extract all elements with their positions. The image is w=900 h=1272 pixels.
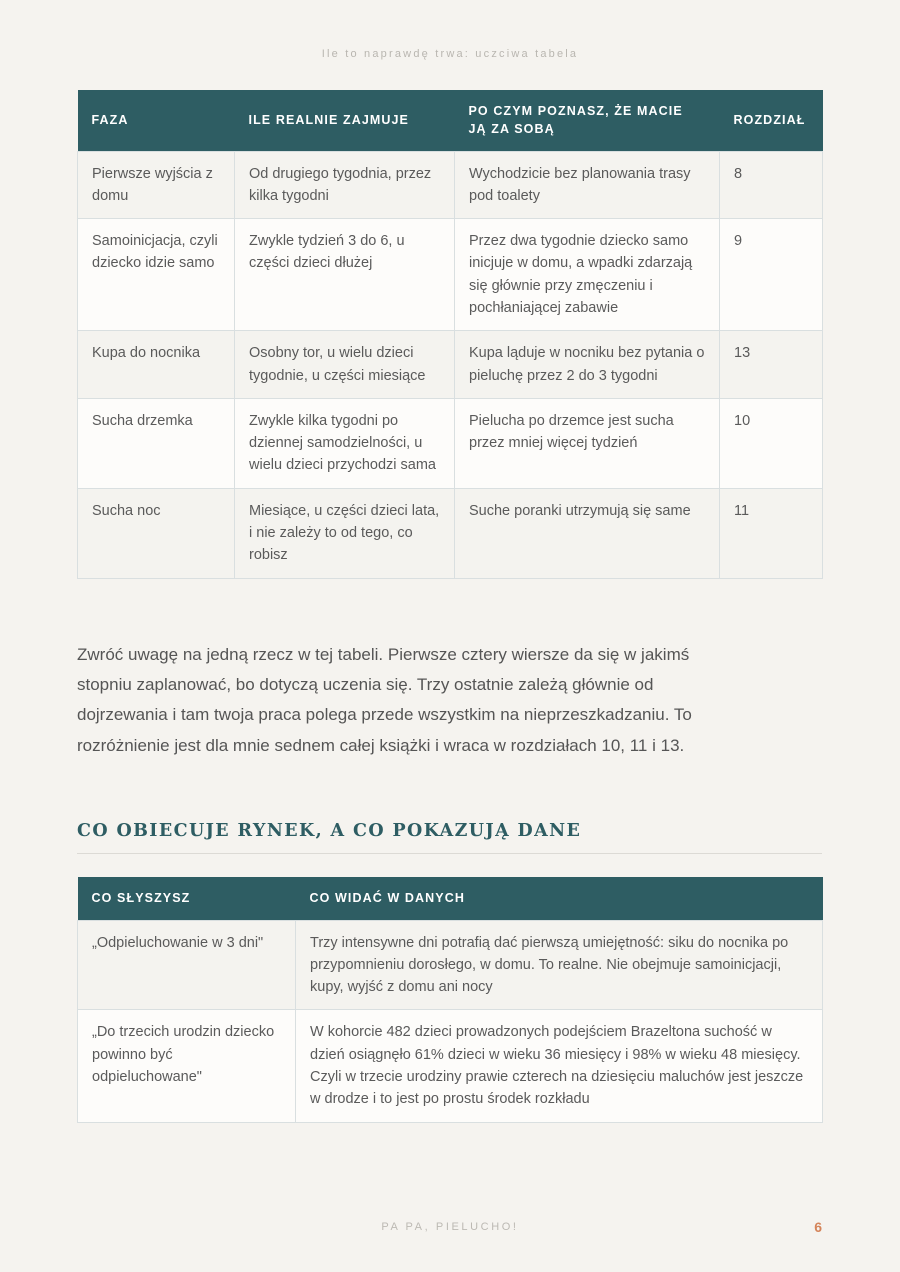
duration-cell: Miesiące, u części dzieci lata, i nie zależy to od tego, co robisz bbox=[235, 488, 455, 578]
table-row bbox=[78, 331, 823, 399]
phase-cell: Samoinicjacja, czyli dziecko idzie samo bbox=[78, 219, 235, 331]
signs-cell: Przez dwa tygodnie dziecko samo inicjuje w domu, a wpadki zdarzają się głównie przy zmęczeniu i pochłaniającej zabawie bbox=[455, 219, 720, 331]
chapter-cell: 9 bbox=[720, 219, 823, 331]
column-header-signs: PO CZYM POZNASZ, ŻE MACIE JĄ ZA SOBĄ bbox=[455, 90, 720, 151]
table-row bbox=[78, 920, 823, 1010]
table-header-row bbox=[78, 90, 823, 151]
chapter-cell: 10 bbox=[720, 398, 823, 488]
duration-cell: Zwykle tydzień 3 do 6, u części dzieci dłużej bbox=[235, 219, 455, 331]
chapter-cell: 8 bbox=[720, 151, 823, 219]
claims-vs-data-table bbox=[77, 877, 823, 1123]
signs-cell: Kupa ląduje w nocniku bez pytania o pieluchę przez 2 do 3 tygodni bbox=[455, 331, 720, 399]
data-cell: W kohorcie 482 dzieci prowadzonych podejściem Brazeltona suchość w dzień osiągnęło 61% dzieci w wieku 36 miesięcy i 98% w wieku 48 miesięcy. Czyli w trzecie urodziny prawie czterech na dziesięciu maluchów jest jeszcze w drodze i to jest po prostu środek rozkładu bbox=[296, 1010, 823, 1122]
page-number: 6 bbox=[814, 1219, 822, 1235]
signs-cell: Pielucha po drzemce jest sucha przez mniej więcej tydzień bbox=[455, 398, 720, 488]
chapter-cell: 13 bbox=[720, 331, 823, 399]
duration-cell: Od drugiego tygodnia, przez kilka tygodni bbox=[235, 151, 455, 219]
data-cell: Trzy intensywne dni potrafią dać pierwszą umiejętność: siku do nocnika po przypomnieniu dorosłego, w domu. To realne. Nie obejmuje samoinicjacji, kupy, wyjść z domu ani nocy bbox=[296, 920, 823, 1010]
column-header-data: CO WIDAĆ W DANYCH bbox=[296, 877, 823, 920]
column-header-claim: CO SŁYSZYSZ bbox=[78, 877, 296, 920]
table-row bbox=[78, 488, 823, 578]
column-header-chapter: ROZDZIAŁ bbox=[720, 90, 823, 151]
claim-cell: „Do trzecich urodzin dziecko powinno być odpieluchowane" bbox=[78, 1010, 296, 1122]
phase-cell: Pierwsze wyjścia z domu bbox=[78, 151, 235, 219]
section-heading: CO OBIECUJE RYNEK, A CO POKAZUJĄ DANE bbox=[77, 821, 822, 854]
table-row bbox=[78, 1010, 823, 1122]
table-row bbox=[78, 151, 823, 219]
signs-cell: Wychodzicie bez planowania trasy pod toalety bbox=[455, 151, 720, 219]
signs-cell: Suche poranki utrzymują się same bbox=[455, 488, 720, 578]
chapter-cell: 11 bbox=[720, 488, 823, 578]
phases-table bbox=[77, 90, 823, 579]
table-row bbox=[78, 219, 823, 331]
table-row bbox=[78, 398, 823, 488]
body-paragraph: Zwróć uwagę na jedną rzecz w tej tabeli. Pierwsze cztery wiersze da się w jakimś stopniu zaplanować, bo dotyczą uczenia się. Trzy ostatnie zależą głównie od dojrzewania i tam twoja praca polega przede wszystkim na nieprzeszkadzaniu. To rozróżnienie jest dla mnie sednem całej książki i wraca w rozdziałach 10, 11 i 13. bbox=[77, 645, 692, 755]
claim-cell: „Odpieluchowanie w 3 dni" bbox=[78, 920, 296, 1010]
footer-book-title: PA PA, PIELUCHO! bbox=[381, 1221, 519, 1233]
duration-cell: Osobny tor, u wielu dzieci tygodnie, u części miesiące bbox=[235, 331, 455, 399]
phase-cell: Kupa do nocnika bbox=[78, 331, 235, 399]
column-header-phase: FAZA bbox=[78, 90, 235, 151]
running-head: Ile to naprawdę trwa: uczciwa tabela bbox=[321, 48, 579, 60]
duration-cell: Zwykle kilka tygodni po dziennej samodzielności, u wielu dzieci przychodzi sama bbox=[235, 398, 455, 488]
column-header-duration: ILE REALNIE ZAJMUJE bbox=[235, 90, 455, 151]
phase-cell: Sucha drzemka bbox=[78, 398, 235, 488]
phase-cell: Sucha noc bbox=[78, 488, 235, 578]
table-header-row bbox=[78, 877, 823, 920]
